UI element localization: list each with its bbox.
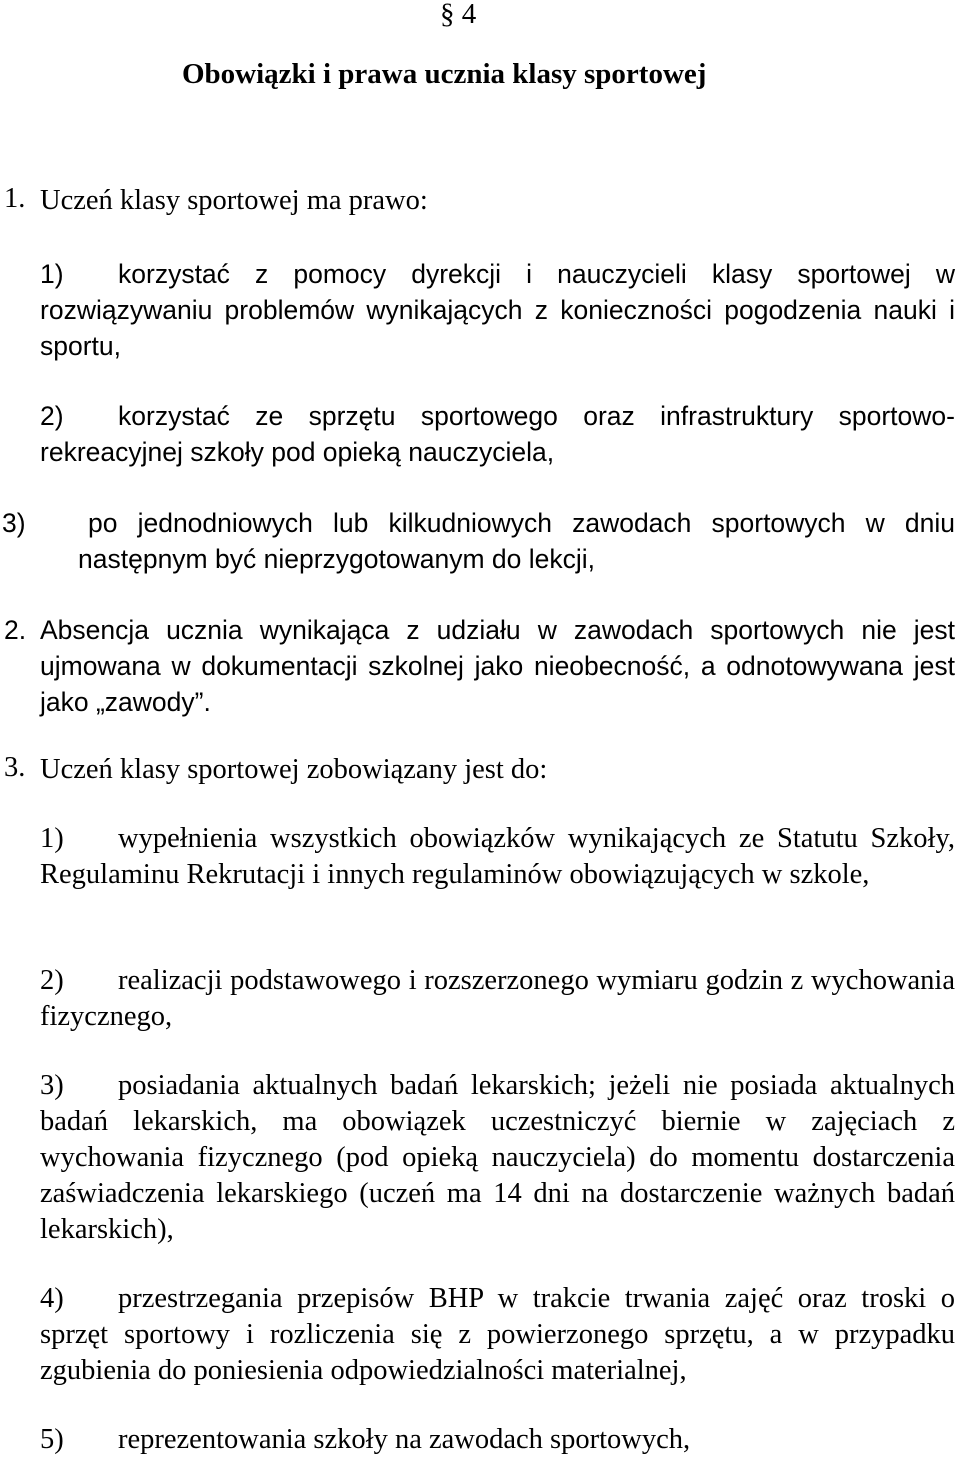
item-number: 2) xyxy=(40,401,64,431)
point-1-lead: Uczeń klasy sportowej ma prawo: xyxy=(40,185,428,216)
item-text: wypełnienia wszystkich obowiązków wynikających ze Statutu Szkoły, Regulaminu Rekrutacji i innych regulaminów obowiązujących w szkole, xyxy=(40,823,955,890)
item-text: realizacji podstawowego i rozszerzonego wymiaru godzin z wychowania fizycznego, xyxy=(40,965,955,1032)
item-text: przestrzegania przepisów BHP w trakcie trwania zajęć oraz troski o sprzęt sportowy i rozliczenia się z powierzonego sprzętu, a w przypadku zgubienia do poniesienia odpowiedzialności materialnej, xyxy=(40,1283,955,1386)
list-item xyxy=(40,963,955,1035)
point-2-text: Absencja ucznia wynikająca z udziału w zawodach sportowych nie jest ujmowana w dokumentacji szkolnej jako nieobecność, a odnotowywana jest jako „zawody”. xyxy=(40,615,955,717)
item-text: po jednodniowych lub kilkudniowych zawodach sportowych w dniu następnym być nieprzygotowanym do lekcji, xyxy=(78,508,955,574)
item-number: 3) xyxy=(2,508,26,538)
point-3-number: 3. xyxy=(4,752,26,783)
list-item xyxy=(40,398,955,470)
item-text: posiadania aktualnych badań lekarskich; jeżeli nie posiada aktualnych badań lekarskich, ma obowiązek uczestniczyć biernie w zajęciach z wychowania fizycznego (pod opieką nauczyciela) do momentu dostarczenia zaświadczenia lekarskiego (uczeń ma 14 dni na dostarczenie ważnych badań lekarskich), xyxy=(40,1070,955,1245)
list-item xyxy=(40,1422,955,1458)
list-item xyxy=(40,256,955,364)
item-text: korzystać ze sprzętu sportowego oraz infrastruktury sportowo-rekreacyjnej szkoły pod opieką nauczyciela, xyxy=(40,401,955,467)
page-title: Obowiązki i prawa ucznia klasy sportowej xyxy=(182,58,707,90)
item-number: 1) xyxy=(40,823,64,854)
list-item xyxy=(40,1281,955,1389)
item-text: korzystać z pomocy dyrekcji i nauczycieli klasy sportowej w rozwiązywaniu problemów wynikających z konieczności pogodzenia nauki i sportu, xyxy=(40,259,955,361)
list-item xyxy=(40,1068,955,1248)
point-2-number: 2. xyxy=(4,615,27,645)
item-text: reprezentowania szkoły na zawodach sportowych, xyxy=(118,1424,691,1455)
list-item xyxy=(40,821,955,893)
point-3-lead: Uczeń klasy sportowej zobowiązany jest do: xyxy=(40,754,548,785)
point-1-number: 1. xyxy=(4,183,26,214)
item-number: 5) xyxy=(40,1424,64,1455)
item-number: 3) xyxy=(40,1070,64,1101)
list-item xyxy=(2,505,955,577)
item-number: 4) xyxy=(40,1283,64,1314)
section-mark: § 4 xyxy=(440,0,477,30)
item-number: 1) xyxy=(40,259,64,289)
item-number: 2) xyxy=(40,965,64,996)
